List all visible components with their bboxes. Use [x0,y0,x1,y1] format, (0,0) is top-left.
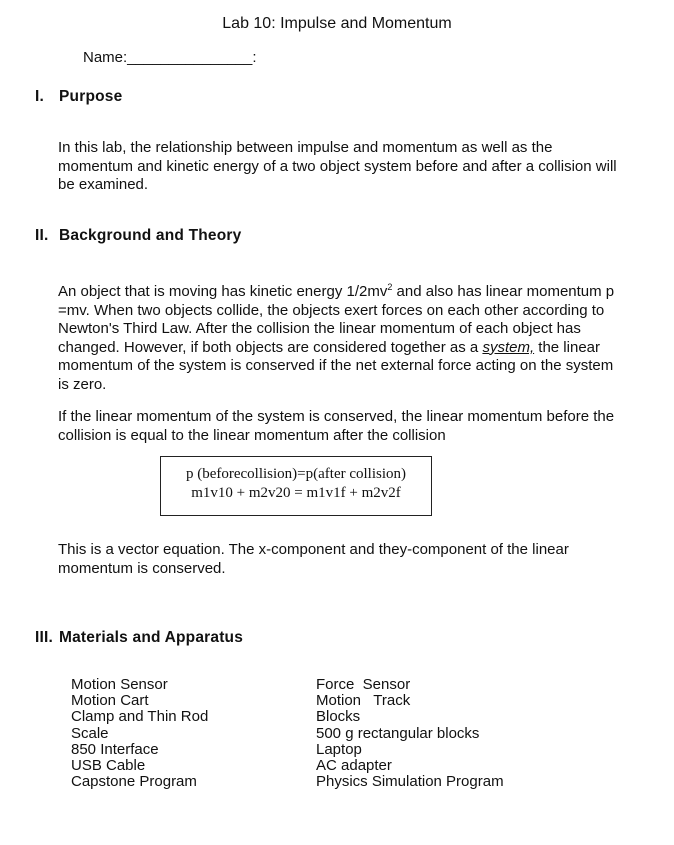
list-item: Capstone Program [71,773,197,791]
superscript: 2 [387,282,393,292]
text-run: and also has linear momentum p =mv. When two objects collide, the objects exert forces on each other according to Newton's Third Law. After the collision the linear momentum of each object has changed. However, if both objects are considered together as a [58,283,615,356]
section-title: Purpose [59,88,123,105]
list-item: Laptop [316,740,362,758]
page-title: Lab 10: Impulse and Momentum [222,15,452,32]
list-item: USB Cable [71,757,146,775]
materials-list-right [316,677,504,790]
section-title: Materials and Apparatus [59,629,244,646]
list-item: Motion Track [316,692,411,710]
text-run: An object that is moving has kinetic energy 1/2mv [58,283,388,300]
momentum-equation-box [160,456,432,516]
section-number: III. [35,629,54,646]
list-item: Motion Sensor [71,676,168,693]
section-heading-purpose [35,88,122,106]
equation-line-1: p (beforecollision)=p(after collision) [185,466,407,482]
list-item: AC adapter [316,757,392,775]
list-item: Force Sensor [316,676,411,693]
materials-list-left [71,677,208,790]
list-item: Scale [71,724,109,742]
name-field-line: Name:_______________: [83,49,257,66]
list-item: 850 Interface [71,740,159,758]
section-heading-materials [35,629,243,647]
section-title: Background and Theory [59,227,242,244]
background-paragraph-3: This is a vector equation. The x-component and they-component of the linear momentum is conserved. [58,541,569,577]
text-run: the linear momentum of the system is conserved if the net external force acting on the system is zero. [58,338,614,393]
list-item: Clamp and Thin Rod [71,708,209,726]
equation-line-2: m1v10 + m2v20 = m1v1f + m2v2f [191,485,401,501]
section-heading-background [35,227,241,245]
list-item: Motion Cart [71,692,149,710]
section-number: I. [35,88,45,105]
emphasis-system: system, [482,338,535,356]
background-paragraph-2: If the linear momentum of the system is conserved, the linear momentum before the collision is equal to the linear momentum after the collision [58,408,615,444]
list-item: Blocks [316,708,361,726]
list-item: Physics Simulation Program [316,773,504,791]
list-item: 500 g rectangular blocks [316,724,480,742]
purpose-paragraph: In this lab, the relationship between impulse and momentum as well as the momentum and kinetic energy of a two object system before and after a collision will be examined. [58,139,617,193]
section-number: II. [35,227,49,244]
background-paragraph-1 [58,278,628,394]
